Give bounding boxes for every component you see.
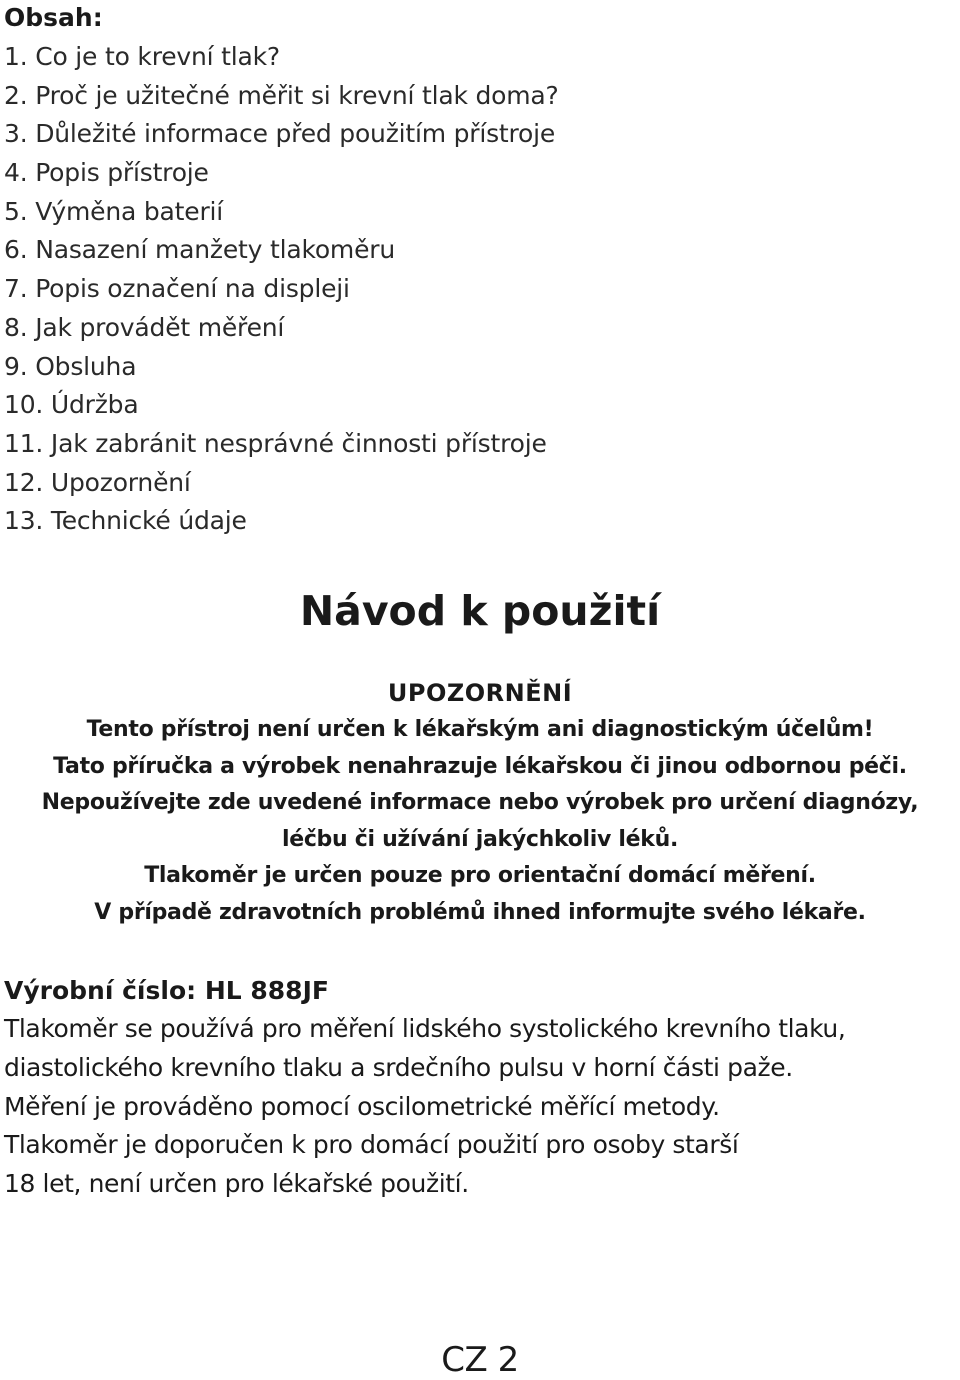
warning-line: Tlakoměr je určen pouze pro orientační domácí měření.: [144, 863, 816, 889]
warning-title: UPOZORNĚNÍ: [387, 679, 573, 707]
warning-block: [0, 674, 960, 932]
toc-list: [4, 38, 559, 541]
warning-line: Tato příručka a výrobek nenahrazuje lékařskou či jinou odbornou péči.: [53, 753, 907, 779]
description-line: Měření je prováděno pomocí oscilometrické měřící metody.: [4, 1091, 720, 1121]
toc-item: 1. Co je to krevní tlak?: [4, 42, 280, 71]
toc-item: 12. Upozornění: [4, 467, 191, 497]
toc-item: 2. Proč je užitečné měřit si krevní tlak doma?: [4, 80, 559, 110]
toc-heading: Obsah:: [4, 3, 103, 32]
warning-line: V případě zdravotních problémů ihned informujte svého lékaře.: [94, 899, 866, 925]
toc-item: 3. Důležité informace před použitím přístroje: [4, 119, 556, 149]
toc-item: 13. Technické údaje: [4, 506, 247, 536]
toc-item: 10. Údržba: [4, 390, 139, 420]
document-title: Návod k použití: [299, 587, 661, 635]
serial-number: Výrobní číslo: HL 888JF: [4, 976, 329, 1005]
toc-item: 5. Výměna baterií: [4, 196, 224, 226]
toc-item: 7. Popis označení na displeji: [4, 274, 350, 304]
warning-line: Tento přístroj není určen k lékařským ani diagnostickým účelům!: [86, 717, 874, 742]
warning-line: Nepoužívejte zde uvedené informace nebo výrobek pro určení diagnózy,: [41, 790, 919, 816]
warning-line: léčbu či užívání jakýchkoliv léků.: [281, 826, 679, 852]
page-number: CZ 2: [441, 1340, 519, 1380]
toc-item: 8. Jak provádět měření: [4, 312, 285, 342]
toc-item: 11. Jak zabránit nesprávné činnosti přístroje: [4, 428, 547, 458]
toc-item: 6. Nasazení manžety tlakoměru: [4, 235, 395, 265]
product-description: [4, 1010, 845, 1204]
description-line: Tlakoměr se používá pro měření lidského systolického krevního tlaku,: [4, 1014, 846, 1043]
description-line: Tlakoměr je doporučen k pro domácí použití pro osoby starší: [4, 1130, 739, 1160]
warning-lines: [0, 712, 960, 932]
description-line: 18 let, není určen pro lékařské použití.: [4, 1169, 469, 1199]
toc-item: 9. Obsluha: [4, 351, 137, 381]
description-line: diastolického krevního tlaku a srdečního pulsu v horní části paže.: [4, 1052, 793, 1082]
toc-item: 4. Popis přístroje: [4, 158, 209, 188]
